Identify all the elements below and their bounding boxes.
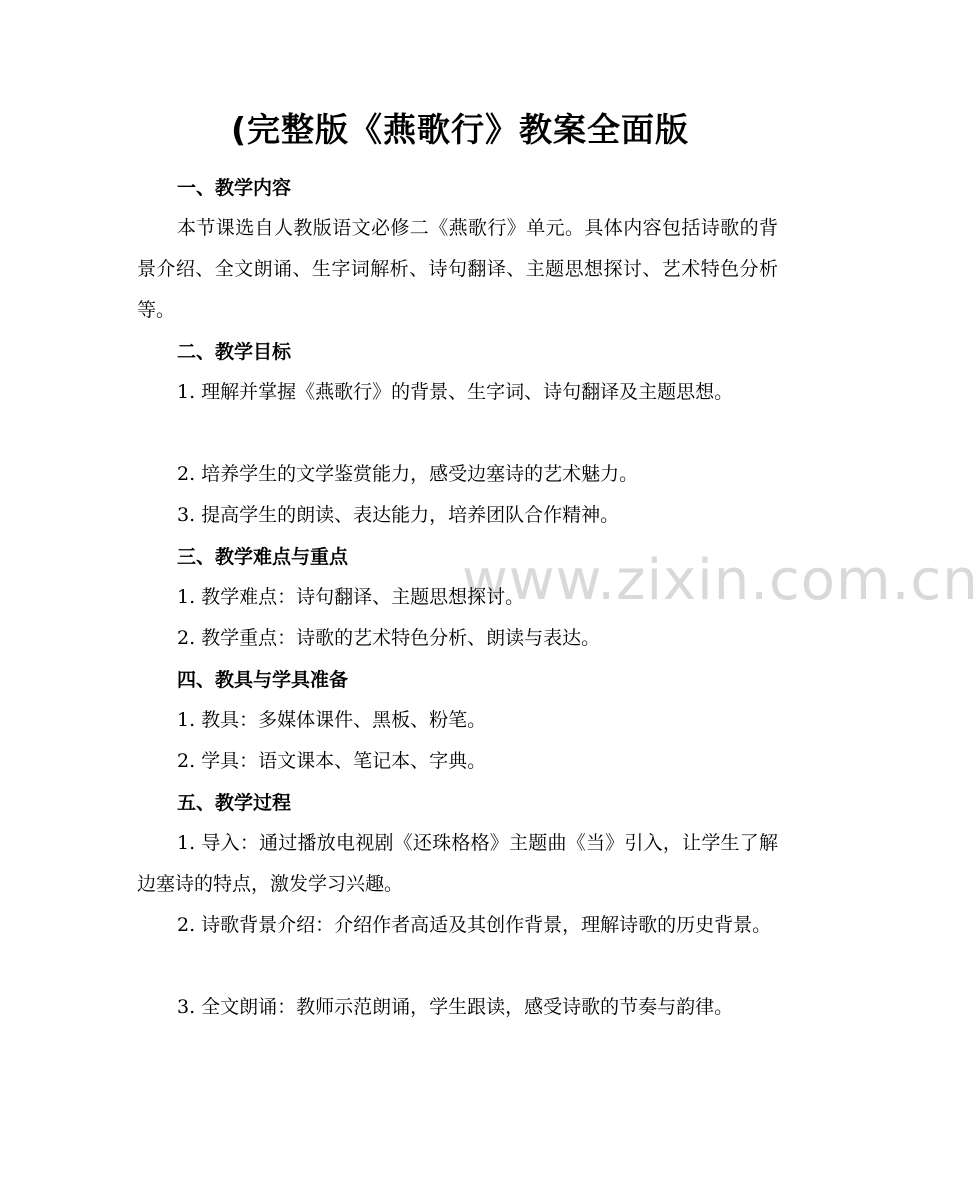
section-heading-objectives: 二、教学目标 bbox=[177, 341, 292, 363]
watermark: www.zixin.com.cn bbox=[462, 548, 979, 613]
list-item: 2. 培养学生的文学鉴赏能力，感受边塞诗的艺术魅力。 bbox=[177, 463, 639, 485]
list-item: 3. 全文朗诵：教师示范朗诵，学生跟读，感受诗歌的节奏与韵律。 bbox=[177, 996, 734, 1018]
list-item: 2. 学具：语文课本、笔记本、字典。 bbox=[177, 750, 487, 772]
list-item: 2. 诗歌背景介绍：介绍作者高适及其创作背景，理解诗歌的历史背景。 bbox=[177, 914, 772, 936]
list-item: 1. 教学难点：诗句翻译、主题思想探讨。 bbox=[177, 586, 525, 608]
document-title: (完整版《燕歌行》教案全面版 bbox=[230, 110, 690, 149]
section-heading-difficulties: 三、教学难点与重点 bbox=[177, 546, 349, 568]
paragraph: 本节课选自人教版语文必修二《燕歌行》单元。具体内容包括诗歌的背景介绍、全文朗诵、生字词解析、诗句翻译、主题思想探讨、艺术特色分析等。 bbox=[137, 217, 778, 321]
section-heading-process: 五、教学过程 bbox=[177, 792, 292, 814]
list-item: 1. 理解并掌握《燕歌行》的背景、生字词、诗句翻译及主题思想。 bbox=[177, 381, 734, 403]
list-item: 1. 导入：通过播放电视剧《还珠格格》主题曲《当》引入，让学生了解边塞诗的特点，激发学习兴趣。 bbox=[137, 832, 778, 895]
section-heading-materials: 四、教具与学具准备 bbox=[177, 669, 349, 691]
list-item: 2. 教学重点：诗歌的艺术特色分析、朗读与表达。 bbox=[177, 627, 601, 649]
list-item: 3. 提高学生的朗读、表达能力，培养团队合作精神。 bbox=[177, 504, 620, 526]
section-heading-content: 一、教学内容 bbox=[177, 177, 292, 199]
list-item: 1. 教具：多媒体课件、黑板、粉笔。 bbox=[177, 709, 487, 731]
